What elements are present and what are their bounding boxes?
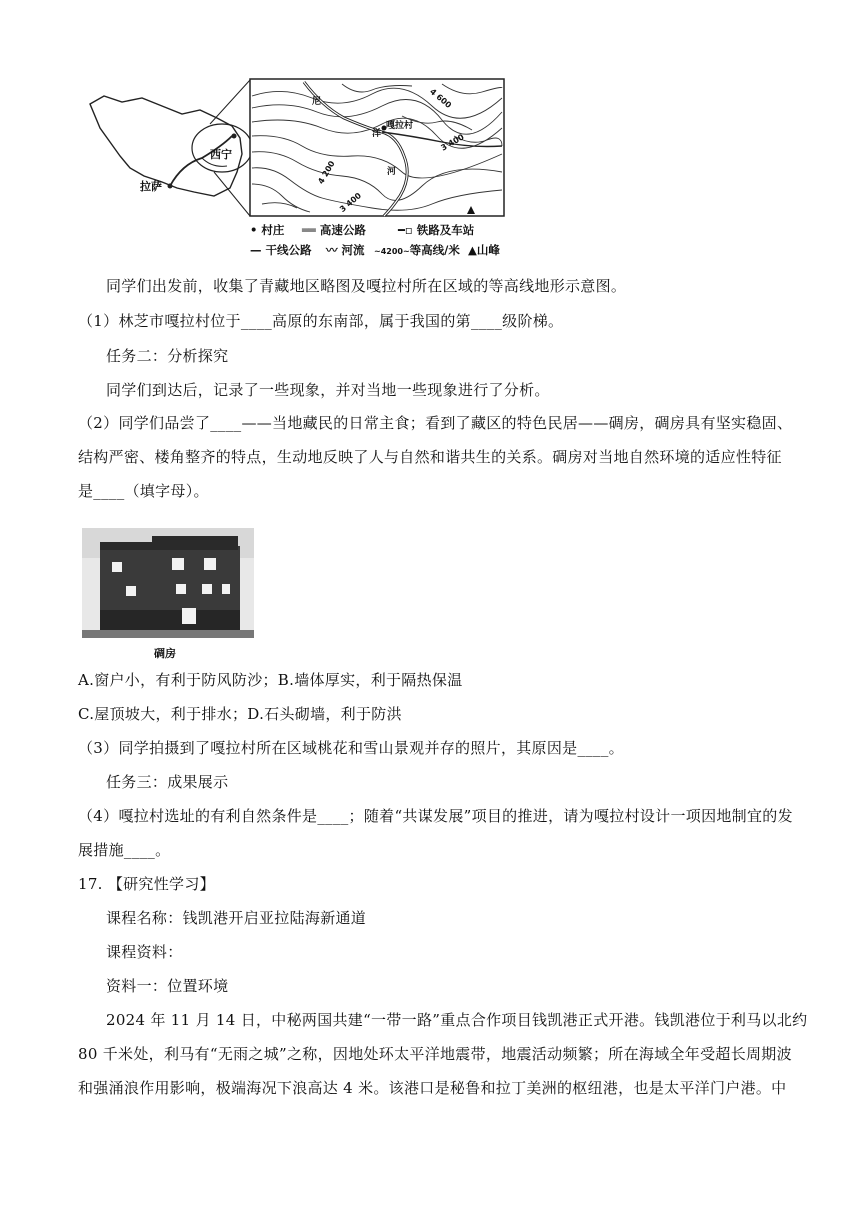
- options-c-d: C.屋顶坡大，利于排水；D.石头砌墙，利于防洪: [78, 705, 402, 723]
- contour-label: 3 400: [439, 132, 466, 153]
- map-label-galacun: 嘎拉村: [386, 121, 414, 131]
- contour-label: 4 600: [428, 86, 454, 111]
- legend-peak: 山峰: [476, 243, 500, 257]
- course-name: 课程名称：钱凯港开启亚拉陆海新通道: [106, 909, 367, 927]
- question-4-line-2: 展措施____。: [78, 841, 171, 859]
- map-legend: [250, 222, 512, 266]
- paragraph-line-1: 2024 年 11 月 14 日，中秘两国共建“一带一路”重点合作项目钱凯港正式开港。钱凯港位于利马以北约: [106, 1011, 808, 1029]
- village-legend-icon: •: [250, 223, 258, 237]
- contour-label: 4 200: [316, 159, 337, 186]
- course-material: 课程资料：: [106, 943, 183, 961]
- map-label-yang: 洋: [372, 129, 382, 139]
- question-17-title: 17. 【研究性学习】: [78, 875, 215, 893]
- paragraph-line-2: 80 千米处，利马有“无雨之城”之称，因地处环太平洋地震带，地震活动频繁；所在海域全年受超长周期波: [78, 1045, 792, 1063]
- map-label-lhasa: 拉萨: [140, 180, 162, 193]
- question-2-line-3: 是____（填字母）。: [78, 482, 209, 500]
- map-label-xining: 西宁: [210, 148, 232, 161]
- legend-contour: 等高线/米: [409, 243, 460, 257]
- map-figure: [82, 76, 512, 266]
- photo-caption: 碉房: [154, 647, 176, 660]
- contour-legend-icon: ~4200~: [374, 247, 410, 256]
- intro-text: 同学们出发前，收集了青藏地区略图及嘎拉村所在区域的等高线地形示意图。: [106, 277, 627, 295]
- map-label-ni: 尼: [312, 97, 322, 107]
- question-4-line-1: （4）嘎拉村选址的有利自然条件是____；随着“共谋发展”项目的推进，请为嘎拉村设计一项因地制宜的发: [78, 807, 793, 825]
- question-2-line-1: （2）同学们品尝了____——当地藏民的日常主食；看到了藏区的特色民居——碉房，碉房具有坚实稳固、: [78, 414, 793, 432]
- question-1: （1）林芝市嘎拉村位于____高原的东南部，属于我国的第____级阶梯。: [78, 312, 564, 330]
- material-1-heading: 资料一：位置环境: [106, 977, 229, 995]
- highway-legend-icon: ══: [302, 223, 316, 237]
- legend-contour-sample: 4200: [380, 247, 403, 256]
- question-2-line-2: 结构严密、楼角整齐的特点，生动地反映了人与自然和谐共生的关系。碉房对当地自然环境的适应性特征: [78, 448, 782, 466]
- question-3: （3）同学拍摄到了嘎拉村所在区域桃花和雪山景观并存的照片，其原因是____。: [78, 739, 624, 757]
- diaofang-photo: [82, 528, 254, 638]
- legend-trunk-road: 干线公路: [265, 243, 312, 257]
- legend-highway: 高速公路: [319, 223, 366, 237]
- legend-railway: 铁路及车站: [416, 223, 475, 237]
- contour-label: 3 400: [338, 190, 364, 215]
- legend-river: 河流: [341, 243, 365, 257]
- options-a-b: A.窗户小，有利于防风防沙；B.墙体厚实，利于隔热保温: [78, 671, 463, 689]
- legend-village: 村庄: [261, 223, 285, 237]
- map-label-he: 河: [387, 167, 397, 177]
- task-2-heading: 任务二：分析探究: [106, 347, 229, 365]
- diaofang-photo-graphic: [82, 528, 254, 638]
- river-legend-icon: 〰: [326, 243, 338, 257]
- detail-map-frame: [250, 79, 504, 216]
- trunk-road-legend-icon: —: [250, 243, 262, 257]
- railway-legend-icon: ━▫: [398, 223, 413, 237]
- task-2-description: 同学们到达后，记录了一些现象，并对当地一些现象进行了分析。: [106, 381, 550, 399]
- peak-legend-icon: ▲: [468, 243, 477, 257]
- paragraph-line-3: 和强涌浪作用影响，极端海况下浪高达 4 米。该港口是秘鲁和拉丁美洲的枢纽港，也是太平洋门户港。中: [78, 1079, 787, 1097]
- task-3-heading: 任务三：成果展示: [106, 773, 229, 791]
